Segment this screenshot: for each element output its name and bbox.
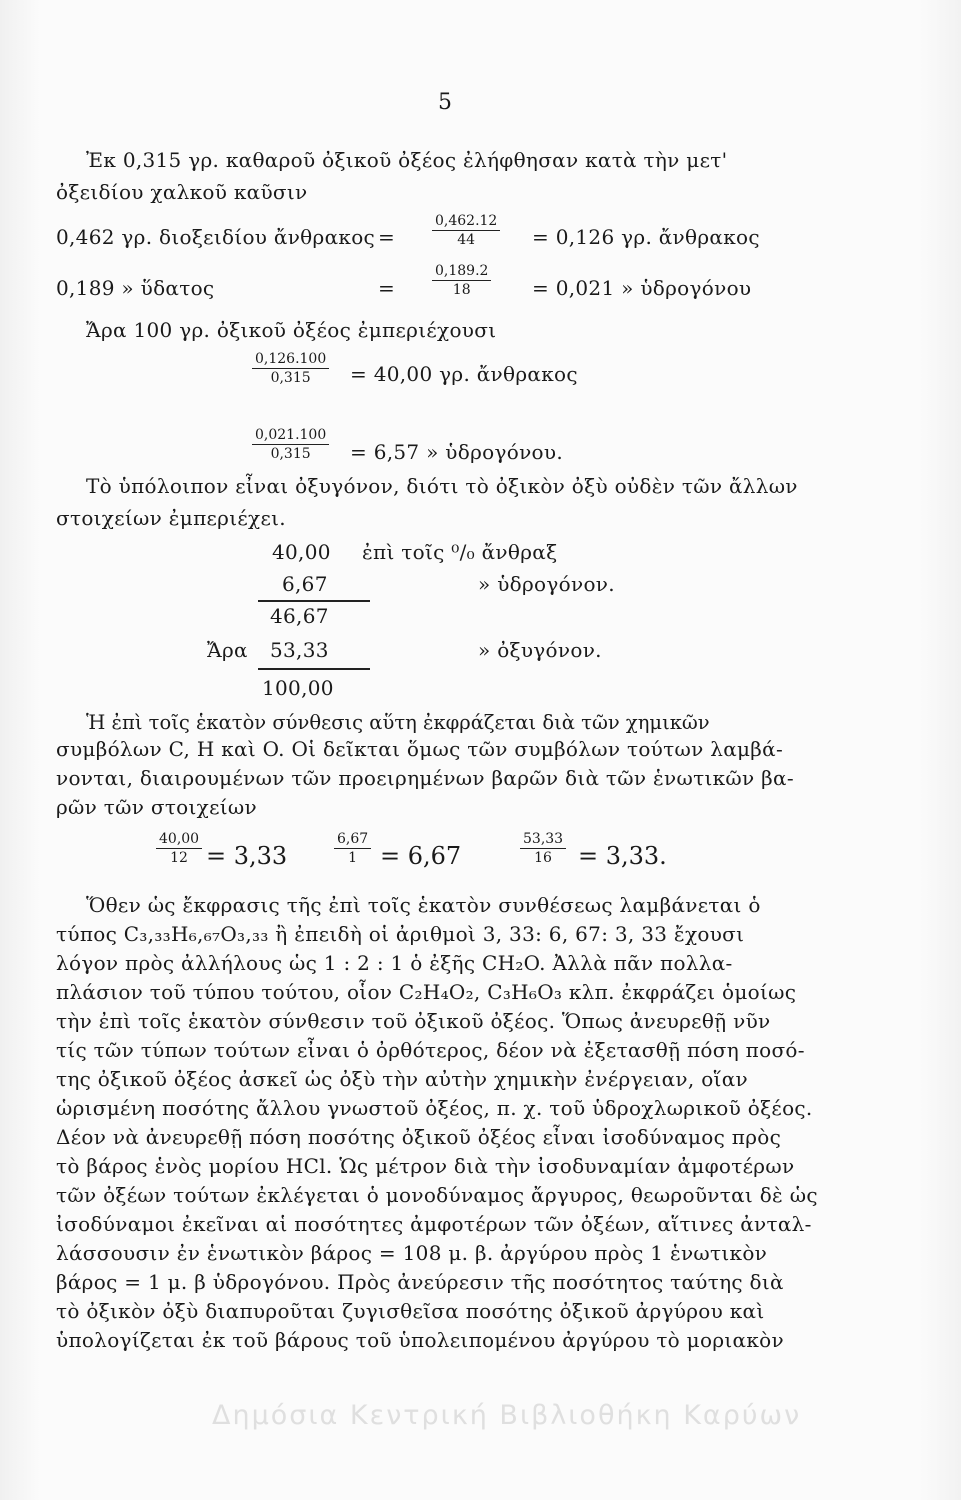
- co2-amount: 0,462 γρ. διοξειδίου ἄνθρακος: [56, 225, 376, 249]
- main-line: Ὅθεν ὡς ἔκφρασις τῆς ἐπὶ τοῖς ἑκατὸν συνθέσεως λαμβάνεται ὁ: [86, 893, 761, 917]
- intro-line-2: ὀξειδίου χαλκοῦ καῦσιν: [56, 180, 308, 204]
- symbols-paragraph: [86, 708, 856, 737]
- ratio-fraction-3: [520, 832, 566, 865]
- main-line: ὡρισμένη ποσότης ἄλλου γνωστοῦ ὀξέος, π. χ. τοῦ ὑδροχλωρικοῦ ὀξέος.: [56, 1096, 813, 1120]
- hydrogen-result: = 6,57 » ὑδρογόνου.: [350, 440, 564, 464]
- main-line: λάσσουσιν ἐν ἑνωτικὸν βάρος = 108 μ. β. ἀργύρου πρὸς 1 ἑνωτικὸν: [56, 1241, 768, 1265]
- main-line: τύπος C₃,₃₃H₆,₆₇O₃,₃₃ ἢ ἐπειδὴ οἱ ἀριθμοὶ 3, 33: 6, 67: 3, 33 ἔχουσι: [56, 922, 745, 946]
- remainder-line-2: στοιχείων ἐμπεριέχει.: [56, 506, 286, 530]
- percent-subtotal: 46,67: [270, 604, 329, 628]
- percent-row-1-value: 40,00: [272, 540, 331, 564]
- ratio-fraction-1: [156, 832, 202, 865]
- page-number: 5: [438, 90, 452, 115]
- h2o-fraction-denominator: 18: [452, 282, 471, 298]
- main-line: ὑπολογίζεται ἐκ τοῦ βάρους τοῦ ὑπολειπομένου ἀργύρου τὸ μοριακὸν: [56, 1328, 784, 1352]
- hydrogen-fraction: [252, 428, 329, 461]
- carbon-fraction-denominator: 0,315: [270, 370, 311, 386]
- symbols-line: νονται, διαιρουμένων τῶν προειρημένων βαρῶν διὰ τῶν ἑνωτικῶν βα-: [56, 766, 794, 790]
- h2o-fraction: [432, 264, 491, 297]
- percent-row-3-prefix: Ἄρα: [207, 638, 248, 662]
- main-line: τῶν ὀξέων τούτων ἐκλέγεται ὁ μονοδύναμος ἄργυρος, θεωροῦνται δὲ ὡς: [56, 1183, 818, 1207]
- carbon-fraction-numerator: 0,126.100: [252, 352, 329, 369]
- h2o-amount: 0,189 » ὕδατος: [56, 276, 215, 300]
- co2-fraction: [432, 214, 500, 247]
- hydrogen-fraction-numerator: 0,021.100: [252, 428, 329, 445]
- h2o-fraction-numerator: 0,189.2: [432, 264, 491, 281]
- ratio-1-numerator: 40,00: [156, 832, 202, 849]
- intro-line-1: Ἐκ 0,315 γρ. καθαροῦ ὀξικοῦ ὀξέος ἐλήφθησαν κατὰ τὴν μετ': [86, 148, 728, 172]
- ratio-1-result: = 3,33: [206, 842, 288, 870]
- therefore-line: Ἄρα 100 γρ. ὀξικοῦ ὀξέος ἐμπεριέχουσι: [86, 318, 497, 342]
- percent-row-3-label: » ὀξυγόνον.: [478, 638, 602, 662]
- main-line: πλάσιον τοῦ τύπου τούτου, οἷον C₂H₄O₂, C₃H₆O₃ κλπ. ἐκφράζει ὁμοίως: [56, 980, 797, 1004]
- carbon-result: = 40,00 γρ. ἄνθρακος: [350, 362, 578, 386]
- main-line: βάρος = 1 μ. β ὑδρογόνου. Πρὸς ἀνεύρεσιν τῆς ποσότητος ταύτης διὰ: [56, 1270, 784, 1294]
- ratio-2-denominator: 1: [348, 850, 358, 866]
- hydrogen-fraction-denominator: 0,315: [270, 446, 311, 462]
- symbols-line: ρῶν τῶν στοιχείων: [56, 795, 257, 819]
- ratio-2-result: = 6,67: [380, 842, 462, 870]
- co2-result: = 0,126 γρ. ἄνθρακος: [532, 225, 760, 249]
- main-line: λόγον πρὸς ἀλλήλους ὡς 1 : 2 : 1 ὁ ἐξῆς CH₂O. Ἀλλὰ πᾶν πολλα-: [56, 951, 733, 975]
- ratio-1-denominator: 12: [170, 850, 188, 866]
- remainder-line-1: Τὸ ὑπόλοιπον εἶναι ὀξυγόνον, διότι τὸ ὀξικὸν ὀξὺ οὐδὲν τῶν ἄλλων: [86, 474, 798, 498]
- main-line: ἰσοδύναμοι ἐκεῖναι αἱ ποσότητες ἀμφοτέρων τῶν ὀξέων, αἵτινες ἀνταλ-: [56, 1212, 812, 1236]
- symbols-line: Ἡ ἐπὶ τοῖς ἑκατὸν σύνθεσις αὕτη ἐκφράζεται διὰ τῶν χημικῶν: [86, 711, 710, 734]
- percent-row-2-value: 6,67: [282, 572, 328, 596]
- ratio-3-result: = 3,33.: [578, 842, 667, 870]
- main-line: τὸ ὀξικὸν ὀξὺ διαπυροῦται ζυγισθεῖσα ποσότης ὀξικοῦ ἀργύρου καὶ: [56, 1299, 765, 1323]
- percent-row-1-label: ἐπὶ τοῖς ⁰/₀ ἄνθραξ: [362, 540, 558, 564]
- ratio-fraction-2: [334, 832, 371, 865]
- carbon-fraction: [252, 352, 329, 385]
- ratio-3-denominator: 16: [534, 850, 552, 866]
- percent-row-2-label: » ὑδρογόνον.: [478, 572, 615, 596]
- h2o-equals: =: [378, 276, 396, 300]
- ratio-2-numerator: 6,67: [334, 832, 371, 849]
- main-line: τίς τῶν τύπων τούτων εἶναι ὁ ὀρθότερος, δέον νὰ ἐξετασθῇ πόση ποσό-: [56, 1038, 805, 1062]
- symbols-line: συμβόλων C, H καὶ O. Οἱ δεῖκται ὅμως τῶν συμβόλων τούτων λαμβά-: [56, 737, 784, 761]
- percent-total: 100,00: [262, 676, 334, 700]
- library-watermark: Δημόσια Κεντρική Βιβλιοθήκη Καρύων: [212, 1400, 802, 1431]
- percent-row-3-value: 53,33: [270, 638, 329, 662]
- co2-fraction-denominator: 44: [457, 232, 476, 248]
- ratio-3-numerator: 53,33: [520, 832, 566, 849]
- subtotal-rule: [258, 600, 370, 602]
- main-line: τὴν ἐπὶ τοῖς ἑκατὸν σύνθεσιν τοῦ ὀξικοῦ ὀξέος. Ὅπως ἀνευρεθῇ νῦν: [56, 1009, 771, 1033]
- main-line: της ὀξικοῦ ὀξέος ἀσκεῖ ὡς ὀξὺ τὴν αὐτὴν χημικὴν ἐνέργειαν, οἵαν: [56, 1067, 748, 1091]
- main-line: Δέον νὰ ἀνευρεθῇ πόση ποσότης ὀξικοῦ ὀξέος εἶναι ἰσοδύναμος πρὸς: [56, 1125, 782, 1149]
- h2o-result: = 0,021 » ὑδρογόνου: [532, 276, 752, 300]
- co2-equals: =: [378, 225, 396, 249]
- main-line: τὸ βάρος ἑνὸς μορίου HCl. Ὡς μέτρον διὰ τὴν ἰσοδυναμίαν ἀμφοτέρων: [56, 1154, 795, 1178]
- co2-fraction-numerator: 0,462.12: [432, 214, 500, 231]
- total-rule: [258, 668, 370, 670]
